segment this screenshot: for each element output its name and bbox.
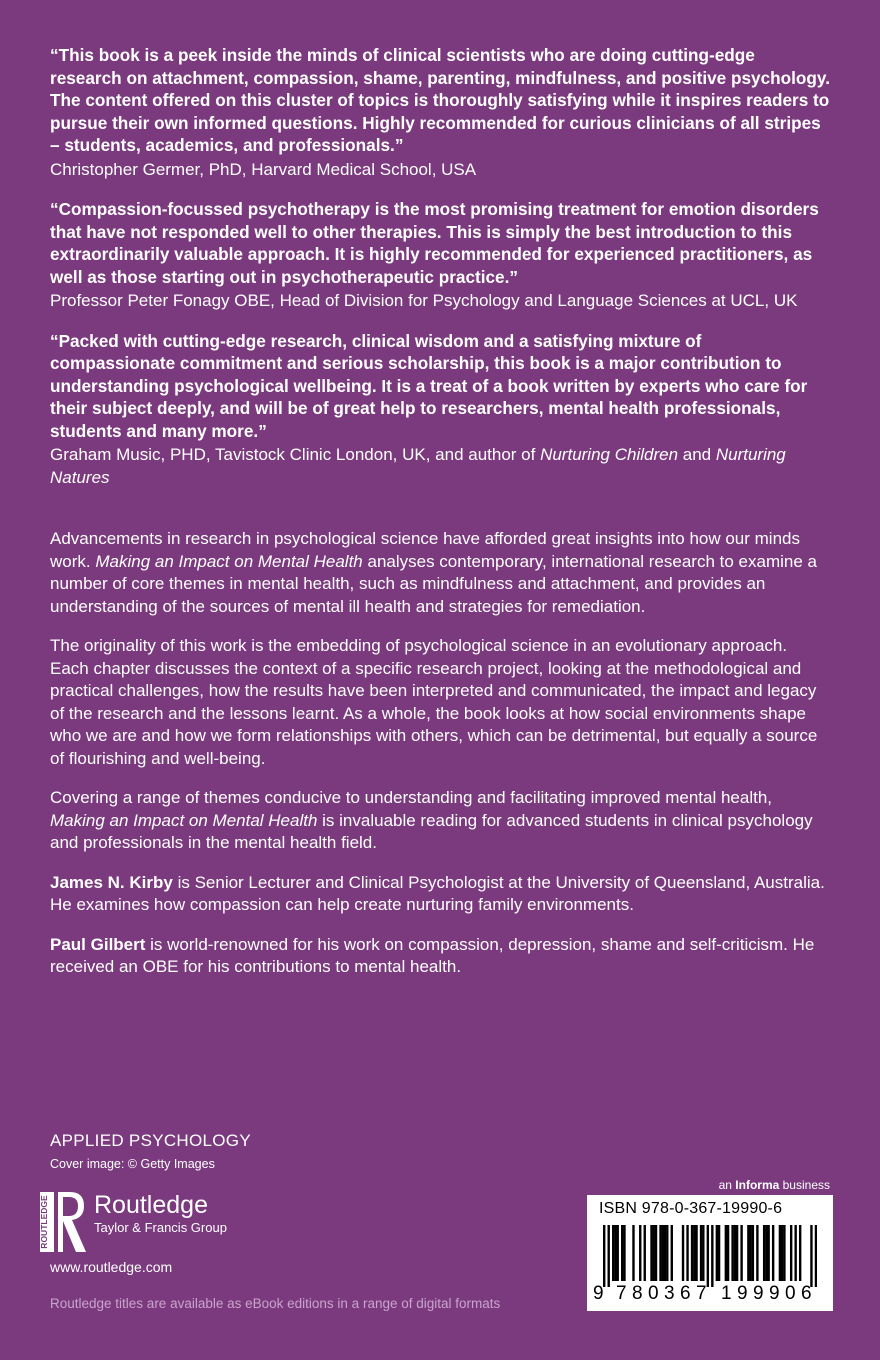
barcode-bar [695, 1225, 697, 1281]
barcode-bar [799, 1225, 801, 1281]
barcode-bar [603, 1225, 605, 1287]
barcode-digit: 6 [801, 1283, 812, 1304]
barcode-digits [591, 1283, 829, 1307]
barcode-bar [756, 1225, 758, 1281]
review-quote: “This book is a peek inside the minds of clinical scientists who are doing cutting-edge research on attachment, compassion, shame, parenting, mindfulness, and positive psychology. The content offered on this cluster of topics is thoroughly satisfying while it inspires readers to pursue their own informed questions. Highly recommended for curious clinicians of all stripes – students, academics, and professionals.” [50, 45, 830, 155]
publisher-wordmark [94, 1190, 227, 1236]
barcode-bar [644, 1225, 646, 1281]
barcode-panel [587, 1195, 833, 1311]
author-name: Paul Gilbert [50, 934, 146, 954]
barcode-digit: 0 [785, 1283, 796, 1304]
barcode-bar [747, 1225, 749, 1281]
barcode-bar [623, 1225, 625, 1281]
barcode-bar [686, 1225, 688, 1281]
barcode-bar [736, 1225, 738, 1281]
barcode-bar [653, 1225, 655, 1281]
barcode-bar [614, 1225, 616, 1281]
description-paragraph: The originality of this work is the embedding of psychological science in an evolutionary approach. Each chapter discusses the context of a specific research project, looking at the methodological and practical challenges, how the results have been interpreted and communicated, the impact and legacy of the research and the lessons learnt. As a whole, the book looks at how social environments shape who we are and how we form relationships with others, which can be detrimental, but equally a source of flourishing and well-being. [50, 636, 818, 768]
isbn-label: ISBN 978-0-367-19990-6 [599, 1200, 783, 1217]
informa-brand: Informa [735, 1178, 780, 1192]
back-cover-content [50, 44, 830, 996]
barcode-bar [727, 1225, 729, 1281]
barcode-bar [718, 1225, 720, 1281]
barcode-bar [749, 1225, 751, 1281]
barcode-bar [639, 1225, 641, 1281]
barcode [603, 1225, 817, 1287]
barcode-bar [702, 1225, 704, 1281]
barcode-digit: 6 [680, 1283, 691, 1304]
publisher-group: Taylor & Francis Group [94, 1220, 227, 1235]
review-quote: “Packed with cutting-edge research, clinical wisdom and a satisfying mixture of compassionate commitment and serious scholarship, this book is a major contribution to understanding psychological wellbeing. It is a treat of a book written by experts who care for their subject deeply, and will be of great help to researchers, mental health professionals, students and many more.” [50, 330, 808, 441]
book-title: Making an Impact on Mental Health [95, 551, 363, 571]
book-title: Making an Impact on Mental Health [50, 810, 318, 830]
barcode-digit: 8 [632, 1283, 643, 1304]
barcode-bar [666, 1225, 668, 1281]
barcode-bar [783, 1225, 785, 1281]
barcode-bar [693, 1225, 695, 1281]
review-attribution: Graham Music, PHD, Tavistock Clinic London, UK, and author of Nurturing Children and Nurturing Natures [50, 445, 786, 487]
informa-tagline: an Informa business [718, 1178, 830, 1192]
book-title: Nurturing Natures [50, 445, 786, 487]
review-attribution: Christopher Germer, PhD, Harvard Medical School, USA [50, 159, 477, 179]
review-music [50, 330, 830, 490]
barcode-bar [662, 1225, 664, 1281]
barcode-bar [632, 1225, 634, 1281]
author-bio-kirby: James N. Kirby is Senior Lecturer and Clinical Psychologist at the University of Queensland, Australia. He examines how compassion can help create nurturing family environments. [50, 872, 825, 914]
barcode-bar [765, 1225, 767, 1281]
book-title: Nurturing Children [540, 445, 679, 464]
barcode-digit: 7 [696, 1283, 707, 1304]
barcode-bar [740, 1225, 742, 1281]
barcode-digit: 9 [753, 1283, 764, 1304]
barcode-bar [682, 1225, 684, 1281]
publisher-website: www.routledge.com [50, 1259, 173, 1275]
routledge-r-icon [36, 1190, 90, 1256]
review-fonagy [50, 198, 830, 313]
barcode-bar [711, 1225, 713, 1287]
author-name: James N. Kirby [50, 872, 173, 892]
review-attribution: Professor Peter Fonagy OBE, Head of Division for Psychology and Language Sciences at UCL, UK [50, 291, 798, 310]
cover-credit: Cover image: © Getty Images [50, 1157, 215, 1171]
barcode-bar [731, 1225, 733, 1281]
barcode-bar [772, 1225, 774, 1281]
spine-mark: ROUTLEDGE [39, 1195, 49, 1249]
barcode-bar [700, 1225, 702, 1281]
publisher-logo [36, 1190, 276, 1256]
description-paragraph: Advancements in research in psychological science have afforded great insights into how our minds work. Making an Impact on Mental Health analyses contemporary, international research to examine a number of core themes in mental health, such as mindfulness and attachment, and provides an understanding of the sources of mental ill health and strategies for remediation. [50, 529, 817, 616]
barcode-bar [612, 1225, 614, 1281]
barcode-bar [664, 1225, 666, 1281]
barcode-bar [608, 1225, 610, 1287]
barcode-bar [763, 1225, 765, 1281]
barcode-bar [734, 1225, 736, 1281]
review-germer [50, 44, 830, 181]
barcode-bar [790, 1225, 792, 1281]
barcode-digit: 3 [664, 1283, 675, 1304]
publisher-name: Routledge [94, 1191, 208, 1219]
barcode-bar [815, 1225, 817, 1287]
barcode-bar [621, 1225, 623, 1281]
barcode-digit: 9 [737, 1283, 748, 1304]
barcode-bar [650, 1225, 652, 1281]
description-paragraph: Covering a range of themes conducive to understanding and facilitating improved mental health, Making an Impact on Mental Health is invaluable reading for advanced students in clinical psychology and professionals in the mental health field. [50, 788, 813, 852]
barcode-bar [767, 1225, 769, 1281]
barcode-bar [725, 1225, 727, 1281]
review-quote: “Compassion-focussed psychotherapy is the most promising treatment for emotion disorders that have not responded well to other therapies. This is simply the best introduction to this extraordinarily valuable approach. It is highly recommended for experienced practitioners, as well as those starting out in psychotherapeutic practice.” [50, 199, 819, 287]
barcode-bar [752, 1225, 754, 1281]
barcode-bar [655, 1225, 657, 1281]
barcode-bar [794, 1225, 796, 1281]
barcode-bar [659, 1225, 661, 1281]
barcode-bar [671, 1225, 673, 1281]
barcode-bar [617, 1225, 619, 1281]
ebook-note: Routledge titles are available as eBook editions in a range of digital formats [50, 1296, 501, 1311]
barcode-bar [810, 1225, 812, 1287]
barcode-digit: 9 [593, 1283, 604, 1304]
barcode-digit: 7 [616, 1283, 627, 1304]
barcode-bar [716, 1225, 718, 1281]
barcode-bar [779, 1225, 781, 1281]
author-bio-gilbert: Paul Gilbert is world-renowned for his work on compassion, depression, shame and self-criticism. He received an OBE for his contributions to mental health. [50, 934, 815, 976]
barcode-digit: 9 [769, 1283, 780, 1304]
barcode-digit: 1 [721, 1283, 732, 1304]
series-label: APPLIED PSYCHOLOGY [50, 1131, 251, 1150]
barcode-bar [691, 1225, 693, 1281]
barcode-bar [707, 1225, 709, 1287]
barcode-digit: 0 [648, 1283, 659, 1304]
barcode-bar [781, 1225, 783, 1281]
